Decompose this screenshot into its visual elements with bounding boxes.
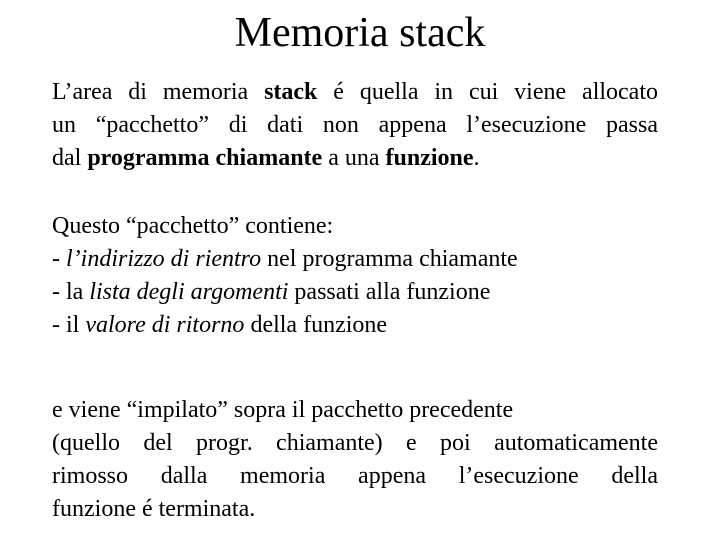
list-prefix: - la (52, 279, 90, 305)
paragraph-line: un “pacchetto” di dati non appena l’esecuzione passa (52, 112, 658, 138)
slide-title: Memoria stack (234, 10, 486, 56)
text-run: . (473, 145, 480, 171)
italic-term: valore di ritorno (85, 312, 245, 338)
list-item (52, 276, 658, 309)
paragraph-line: funzione é terminata. (52, 496, 256, 522)
paragraph-packet-contents (52, 210, 658, 342)
bold-term-programma-chiamante: programma chiamante (87, 145, 323, 171)
italic-term: lista degli argomenti (89, 279, 289, 305)
list-prefix: - (52, 246, 66, 272)
text-run: dal (52, 145, 88, 171)
paragraph-line (52, 142, 658, 175)
list-intro: Questo “pacchetto” contiene: (52, 213, 334, 239)
bold-term-funzione: funzione (385, 145, 474, 171)
list-item (52, 243, 658, 276)
text-run: L’area di memoria (52, 79, 265, 105)
list-item (52, 309, 658, 342)
list-suffix: della funzione (244, 312, 388, 338)
list-prefix: - il (52, 312, 86, 338)
paragraph-line: rimosso dalla memoria appena l’esecuzione della (52, 463, 658, 489)
text-run: é quella in cui viene allocato (317, 79, 658, 105)
bold-term-stack: stack (264, 79, 318, 105)
list-suffix: passati alla funzione (288, 279, 491, 305)
paragraph-line: (quello del progr. chiamante) e poi automaticamente (52, 430, 658, 456)
italic-term: l’indirizzo di rientro (66, 246, 262, 272)
text-run: a una (322, 145, 386, 171)
paragraph-stack-push-pop (52, 394, 658, 526)
paragraph-stack-definition (52, 76, 658, 175)
paragraph-line: e viene “impilato” sopra il pacchetto precedente (52, 397, 514, 423)
list-suffix: nel programma chiamante (261, 246, 518, 272)
paragraph-line (52, 76, 658, 109)
